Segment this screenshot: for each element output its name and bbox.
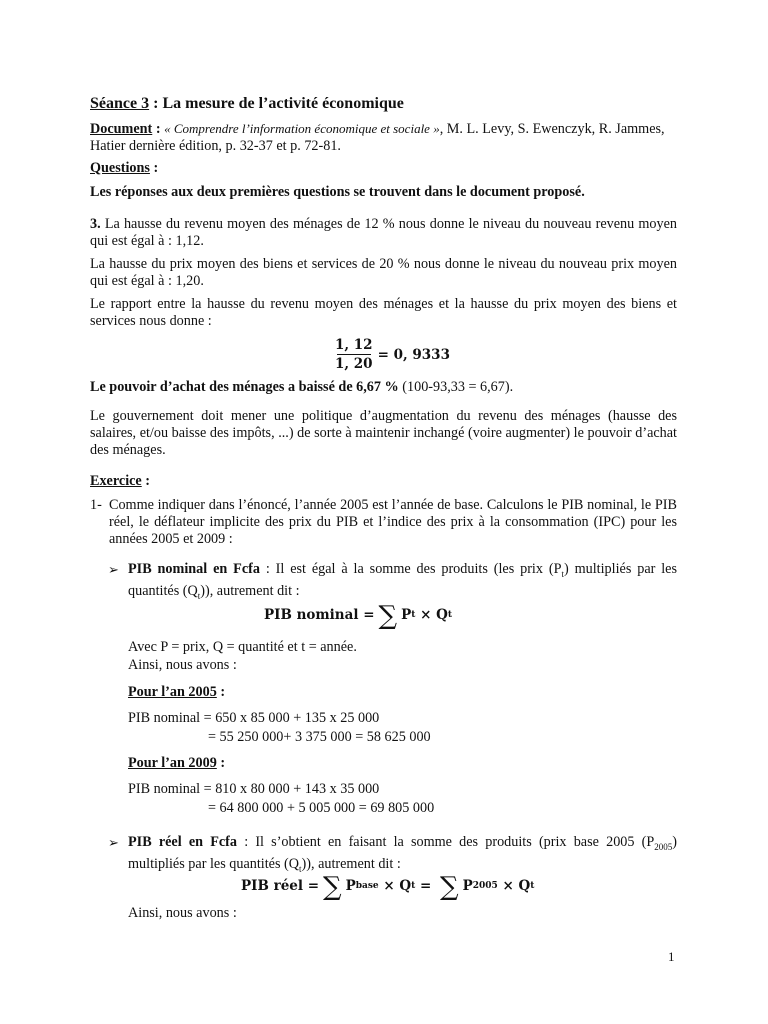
- session-label: Séance 3: [90, 95, 150, 112]
- page-number: 1: [668, 949, 675, 964]
- fraction: [334, 337, 374, 372]
- questions-label: Questions: [90, 160, 150, 176]
- formula-times: ×: [378, 878, 400, 894]
- q3-conclusion-rest: (100-93,33 = 6,67).: [398, 379, 514, 395]
- document-colon: :: [152, 121, 165, 137]
- formula-p: P: [401, 607, 412, 623]
- q3-number: 3.: [90, 216, 101, 232]
- ratio-formula: [334, 337, 450, 372]
- formula-left: PIB nominal =: [264, 607, 375, 623]
- fraction-numerator: 1, 12: [335, 337, 373, 353]
- year-2009-label: Pour l’an 2009: [128, 755, 217, 771]
- year-2005-label: Pour l’an 2005: [128, 684, 217, 700]
- formula-q: Q: [518, 878, 531, 894]
- exercise-heading: [90, 473, 677, 490]
- document-reference: [90, 120, 677, 155]
- variables-note: Avec P = prix, Q = quantité et t = année.: [128, 639, 357, 655]
- formula-sub-t: t: [447, 610, 453, 620]
- arrow-bullet-icon: ➢: [108, 562, 119, 577]
- q3-conclusion: [90, 379, 677, 396]
- pib-nominal-text-a: : Il est égal à la somme des produits (les prix (P: [259, 561, 562, 577]
- subscript-2005: 2005: [654, 841, 673, 852]
- q3-conclusion-bold: Le pouvoir d’achat des ménages a baissé de 6,67 %: [90, 379, 399, 395]
- subscript-t: t: [299, 863, 302, 874]
- fraction-denominator: 1, 20: [335, 356, 373, 372]
- formula-sub-t: t: [530, 881, 535, 891]
- subscript-t: t: [561, 568, 564, 579]
- formula-p: P: [345, 878, 356, 894]
- ainsi-text: Ainsi, nous avons :: [128, 657, 237, 673]
- formula-p: P: [462, 878, 473, 894]
- exercise-label: Exercice: [90, 473, 142, 489]
- sigma-icon: ∑: [378, 601, 398, 631]
- questions-colon: :: [149, 160, 159, 176]
- subscript-t: t: [197, 590, 201, 601]
- formula-equals: =: [415, 878, 437, 894]
- item1-number: 1-: [90, 497, 102, 513]
- page-title: [90, 95, 677, 112]
- title-text: : La mesure de l’activité économique: [149, 95, 404, 112]
- pib-reel-text-b: ) multipliés par les quantités (Q: [128, 834, 678, 872]
- year-2009-colon: :: [216, 755, 226, 771]
- pib-reel-heading: PIB réel en Fcfa: [128, 834, 238, 850]
- pib-nominal-heading: PIB nominal en Fcfa: [128, 561, 260, 577]
- year-2005-heading: [128, 684, 225, 701]
- q3-paragraph-5: Le gouvernement doit mener une politique d’augmentation du revenu des ménages (hausse des salaires, et/ou baisse des impôts, ...) de sorte à maintenir inchangé (voire augmenter) le pouvoir d’achat des ménages.: [90, 408, 677, 458]
- year-2005-colon: :: [216, 684, 226, 700]
- formula-sub-base: base: [355, 881, 379, 891]
- calc-2009-line-2: = 64 800 000 + 5 005 000 = 69 805 000: [208, 800, 435, 816]
- q3-paragraph-3: Le rapport entre la hausse du revenu moyen des ménages et la hausse du prix moyen des biens et services nous donne :: [90, 296, 677, 329]
- formula-q: Q: [436, 607, 448, 623]
- document-title: « Comprendre l’information économique et sociale »: [164, 121, 440, 136]
- formula-sub-t: t: [411, 881, 416, 891]
- formula-times: ×: [497, 878, 519, 894]
- formula-sub-t: t: [411, 610, 416, 620]
- pib-reel-formula: [241, 871, 534, 901]
- pib-reel-text-c: )), autrement dit :: [301, 855, 401, 872]
- q3-text-1: La hausse du revenu moyen des ménages de 12 % nous donne le niveau du nouveau revenu moyen qui est égal à : 1,12.: [90, 216, 677, 249]
- item1-text: Comme indiquer dans l’énoncé, l’année 2005 est l’année de base. Calculons le PIB nominal, le PIB réel, le déflateur implicite des prix du PIB et l’indice des prix à la consommation (IPC) pour les années 2005 et 2009 :: [109, 497, 677, 547]
- arrow-bullet-icon: ➢: [108, 835, 119, 850]
- document-label: Document: [90, 121, 153, 137]
- document-authors: , M. L. Levy, S. Ewenczyk, R. Jammes, Hatier dernière édition, p. 32-37 et p. 72-81.: [90, 121, 665, 154]
- sigma-icon: ∑: [440, 872, 459, 902]
- pib-nominal-text-b: ) multipliés par les quantités (Q: [128, 561, 677, 599]
- pib-nominal-text-c: )), autrement dit :: [200, 582, 300, 599]
- questions-heading: [90, 160, 677, 177]
- fraction-result: = 0, 9333: [377, 346, 450, 363]
- q3-paragraph-1: [90, 216, 677, 250]
- sigma-icon: ∑: [323, 872, 342, 902]
- ainsi-text-2: Ainsi, nous avons :: [128, 905, 237, 921]
- pib-nominal-formula: [264, 600, 452, 630]
- calc-2009-line-1: PIB nominal = 810 x 80 000 + 143 x 35 000: [128, 781, 380, 797]
- answers-note: Les réponses aux deux premières questions se trouvent dans le document proposé.: [90, 184, 585, 200]
- pib-nominal-definition: [128, 561, 677, 605]
- formula-times: ×: [415, 607, 437, 623]
- q3-paragraph-2: La hausse du prix moyen des biens et services de 20 % nous donne le niveau du nouveau prix moyen qui est égal à : 1,20.: [90, 256, 677, 289]
- exercise-colon: :: [141, 473, 151, 489]
- year-2009-heading: [128, 755, 225, 772]
- formula-q: Q: [399, 878, 412, 894]
- formula-left: PIB réel =: [241, 878, 320, 894]
- formula-sub-2005: 2005: [472, 881, 498, 891]
- pib-reel-text-a: : Il s’obtient en faisant la somme des produits (prix base 2005 (P: [237, 834, 655, 850]
- calc-2005-line-2: = 55 250 000+ 3 375 000 = 58 625 000: [208, 729, 431, 745]
- calc-2005-line-1: PIB nominal = 650 x 85 000 + 135 x 25 000: [128, 710, 380, 726]
